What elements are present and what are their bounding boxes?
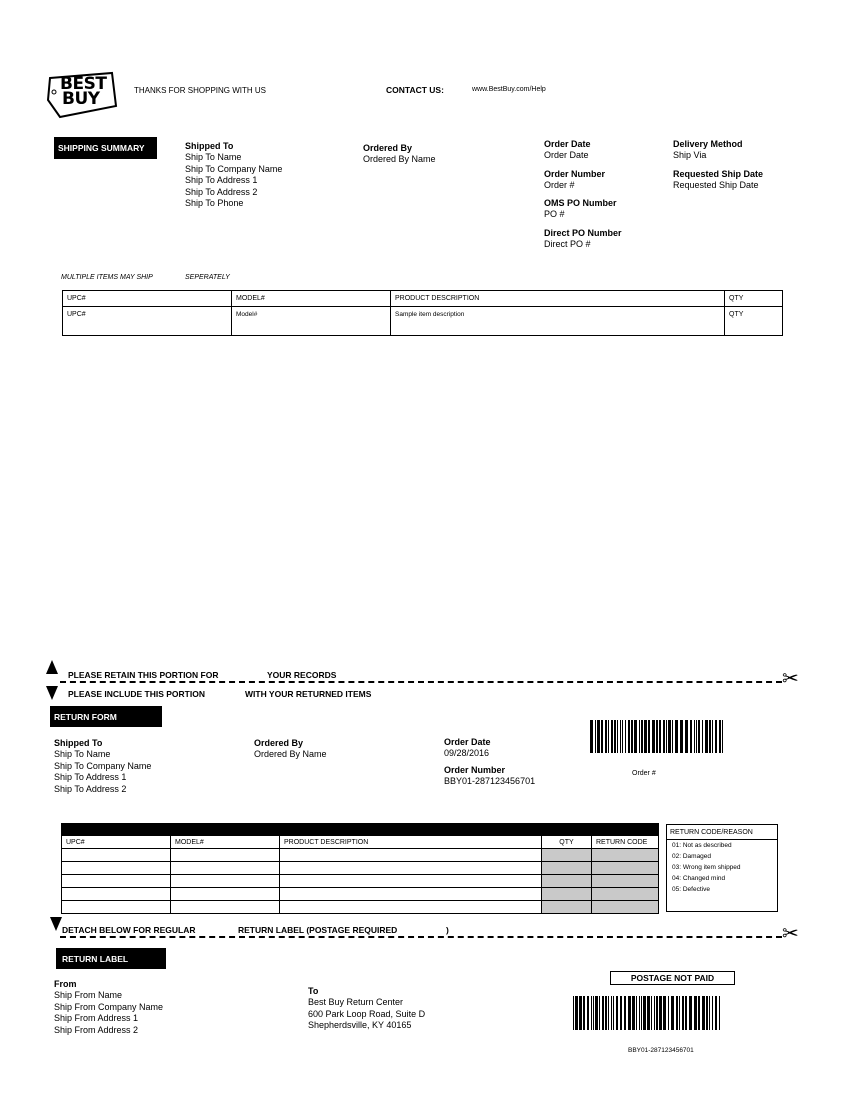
return-code-01: 01: Not as described (672, 842, 732, 849)
ship-to-company: Ship To Company Name (185, 163, 283, 174)
return-ship-to-address-2: Ship To Address 2 (54, 783, 127, 794)
barcode-bar (663, 720, 665, 753)
barcode-bar (601, 720, 603, 753)
return-ordered-by-heading: Ordered By (254, 738, 304, 748)
barcode-bar (647, 996, 650, 1030)
ship-from-address-2: Ship From Address 2 (54, 1024, 139, 1035)
barcode-bar (591, 996, 592, 1030)
barcode-bar (719, 720, 721, 753)
barcode-bar (656, 996, 658, 1030)
barcode-bar (628, 720, 630, 753)
return-code-02: 02: Damaged (672, 853, 712, 860)
barcode-bar (690, 720, 692, 753)
barcode-bar (639, 720, 640, 753)
multiple-items-note: MULTIPLE ITEMS MAY SHIP (61, 274, 153, 281)
barcode-bar (663, 996, 666, 1030)
barcode-bar (722, 720, 723, 753)
retain-text-a: PLEASE RETAIN THIS PORTION FOR (68, 670, 219, 680)
return-center-name: Best Buy Return Center (308, 997, 404, 1007)
barcode-bar (659, 720, 661, 753)
barcode-bar (685, 996, 687, 1030)
cut-line-2 (60, 936, 782, 938)
order-barcode (590, 720, 726, 753)
barcode-bar (631, 720, 633, 753)
barcode-bar (702, 720, 703, 753)
best-buy-logo (46, 70, 120, 120)
from-block (54, 978, 163, 1036)
order-number-value: Order # (544, 179, 575, 190)
barcode-bar (595, 720, 596, 753)
barcode-bar (593, 996, 594, 1030)
ship-to-address-2: Ship To Address 2 (185, 186, 258, 197)
table-row (62, 862, 659, 875)
barcode-bar (709, 720, 711, 753)
return-shipped-to-block (54, 737, 151, 795)
ordered-by-block (363, 142, 436, 166)
return-header-description: PRODUCT DESCRIPTION (280, 836, 542, 849)
barcode-bar (682, 996, 684, 1030)
barcode-bar (597, 720, 600, 753)
return-ship-to-address-1: Ship To Address 1 (54, 772, 127, 782)
return-order-number-heading: Order Number (444, 764, 506, 775)
arrow-down-icon (50, 917, 62, 931)
barcode-bar (709, 996, 710, 1030)
return-ordered-by-block (254, 737, 327, 761)
barcode-bar (605, 720, 607, 753)
retain-text-b: YOUR RECORDS (267, 670, 337, 680)
return-center-street: 600 Park Loop Road, Suite D (308, 1008, 426, 1019)
barcode-bar (705, 720, 708, 753)
items-table (62, 290, 783, 336)
items-header-qty: QTY (725, 291, 783, 307)
barcode-bar (599, 996, 600, 1030)
items-header-upc: UPC# (63, 291, 232, 307)
barcode-bar (668, 720, 671, 753)
barcode-bar (620, 720, 621, 753)
barcode-bar (666, 720, 667, 753)
return-order-date-value: 09/28/2016 (444, 748, 490, 758)
barcode-bar (583, 996, 585, 1030)
barcode-bar (719, 996, 720, 1030)
barcode-bar (643, 996, 646, 1030)
table-row (63, 307, 783, 336)
return-label-title: RETURN LABEL (56, 948, 166, 969)
return-code-05: 05: Defective (672, 886, 710, 893)
delivery-method-heading: Delivery Method (673, 139, 743, 149)
requested-ship-value: Requested Ship Date (673, 179, 759, 190)
requested-ship-heading: Requested Ship Date (673, 168, 764, 179)
return-table-topbar (61, 823, 659, 836)
include-text-b: WITH YOUR RETURNED ITEMS (245, 689, 372, 699)
barcode-bar (602, 996, 604, 1030)
item-model: Model# (232, 307, 391, 336)
barcode-bar (644, 720, 647, 753)
barcode-bar (715, 996, 717, 1030)
barcode-bar (624, 996, 626, 1030)
order-date-value: Order Date (544, 150, 589, 160)
oms-po-heading: OMS PO Number (544, 198, 617, 208)
barcode-bar (712, 720, 713, 753)
barcode-bar (648, 720, 650, 753)
return-code-03: 03: Wrong item shipped (672, 864, 741, 871)
barcode-bar (620, 996, 622, 1030)
return-order-number-value: BBY01-287123456701 (444, 775, 536, 786)
item-qty: QTY (725, 307, 783, 336)
barcode-bar (706, 996, 708, 1030)
label-barcode (573, 996, 723, 1030)
barcode-bar (696, 720, 697, 753)
ship-to-name: Ship To Name (185, 152, 242, 162)
barcode-bar (641, 720, 643, 753)
return-items-table (61, 836, 659, 914)
barcode-bar (651, 996, 652, 1030)
barcode-bar (652, 720, 655, 753)
order-number-heading: Order Number (544, 168, 606, 179)
return-header-code: RETURN CODE (592, 836, 659, 849)
scissors-icon: ✂ (782, 668, 799, 690)
return-order-block (444, 736, 535, 787)
thanks-message: THANKS FOR SHOPPING WITH US (134, 86, 267, 95)
barcode-bar (659, 996, 662, 1030)
scissors-icon: ✂ (782, 923, 799, 945)
ship-from-address-1: Ship From Address 1 (54, 1013, 139, 1023)
barcode-bar (715, 720, 717, 753)
barcode-bar (608, 996, 609, 1030)
item-upc: UPC# (63, 307, 232, 336)
item-description: Sample item description (391, 307, 725, 336)
barcode-bar (573, 996, 574, 1030)
to-block (308, 985, 425, 1032)
return-order-date-heading: Order Date (444, 737, 491, 747)
return-ship-to-company: Ship To Company Name (54, 760, 152, 771)
shipping-summary-title: SHIPPING SUMMARY (54, 137, 157, 159)
barcode-bar (698, 996, 700, 1030)
barcode-bar (672, 720, 673, 753)
return-ship-to-name: Ship To Name (54, 749, 111, 759)
barcode-bar (636, 996, 637, 1030)
ship-from-name: Ship From Name (54, 990, 123, 1000)
barcode-bar (590, 720, 593, 753)
ship-to-address-1: Ship To Address 1 (185, 175, 258, 185)
barcode-bar (611, 720, 613, 753)
table-row (62, 875, 659, 888)
table-row (62, 849, 659, 862)
order-info-block (544, 138, 622, 250)
barcode-bar (641, 996, 642, 1030)
barcode-bar (634, 720, 637, 753)
items-header-model: MODEL# (232, 291, 391, 307)
shipped-to-heading: Shipped To (185, 141, 234, 151)
barcode-bar (685, 720, 688, 753)
shipped-to-block (185, 140, 282, 210)
postage-not-paid-badge: POSTAGE NOT PAID (610, 971, 735, 985)
return-ordered-by-value: Ordered By Name (254, 749, 327, 759)
include-text-a: PLEASE INCLUDE THIS PORTION (68, 689, 205, 699)
items-header-description: PRODUCT DESCRIPTION (391, 291, 725, 307)
return-center-city: Shepherdsville, KY 40165 (308, 1020, 412, 1030)
barcode-bar (622, 720, 623, 753)
arrow-down-icon (46, 686, 58, 700)
return-header-qty: QTY (542, 836, 592, 849)
multiple-items-note-2: SEPERATELY (185, 274, 230, 281)
barcode-bar (587, 996, 589, 1030)
barcode-bar (616, 996, 618, 1030)
cut-line-1 (60, 681, 782, 683)
barcode-bar (579, 996, 582, 1030)
barcode-bar (625, 720, 626, 753)
direct-po-value: Direct PO # (544, 238, 591, 249)
barcode-bar (632, 996, 635, 1030)
return-header-upc: UPC# (62, 836, 171, 849)
barcode-bar (698, 720, 700, 753)
barcode-bar (656, 720, 658, 753)
logo-text-buy: BUY (62, 89, 100, 109)
ship-from-company: Ship From Company Name (54, 1001, 164, 1012)
ordered-by-value: Ordered By Name (363, 154, 436, 164)
barcode-bar (608, 720, 609, 753)
return-form-title: RETURN FORM (50, 706, 162, 727)
barcode-bar (679, 996, 680, 1030)
barcode-bar (613, 996, 614, 1030)
barcode-bar (671, 996, 674, 1030)
oms-po-value: PO # (544, 209, 565, 219)
return-codes-title: RETURN CODE/REASON (667, 825, 777, 840)
barcode-bar (628, 996, 631, 1030)
label-barcode-caption: BBY01-287123456701 (628, 1047, 694, 1054)
table-row (62, 888, 659, 901)
order-barcode-caption: Order # (632, 770, 656, 777)
barcode-bar (668, 996, 669, 1030)
barcode-bar (694, 996, 697, 1030)
arrow-up-icon (46, 660, 58, 674)
logo-text-best: BEST (60, 74, 107, 94)
order-date-heading: Order Date (544, 139, 591, 149)
delivery-block (673, 138, 763, 191)
detach-text-b: RETURN LABEL (POSTAGE REQUIRED (238, 925, 398, 935)
barcode-bar (680, 720, 683, 753)
ordered-by-heading: Ordered By (363, 143, 413, 153)
return-code-04: 04: Changed mind (672, 875, 726, 882)
detach-text-c: ) (446, 925, 449, 935)
barcode-bar (575, 996, 578, 1030)
barcode-bar (654, 996, 655, 1030)
items-header-row (63, 291, 783, 307)
contact-label: CONTACT US: (386, 85, 444, 95)
barcode-bar (675, 720, 678, 753)
direct-po-heading: Direct PO Number (544, 227, 622, 238)
contact-url[interactable]: www.BestBuy.com/Help (472, 86, 546, 93)
barcode-bar (614, 720, 616, 753)
return-codes-box (666, 824, 778, 912)
delivery-method-value: Ship Via (673, 150, 707, 160)
barcode-bar (611, 996, 612, 1030)
barcode-bar (712, 996, 713, 1030)
to-heading: To (308, 986, 319, 996)
barcode-bar (617, 720, 618, 753)
detach-text-a: DETACH BELOW FOR REGULAR (62, 925, 196, 935)
ship-to-phone: Ship To Phone (185, 198, 244, 208)
return-header-row (62, 836, 659, 849)
barcode-bar (676, 996, 678, 1030)
barcode-bar (595, 996, 598, 1030)
barcode-bar (605, 996, 607, 1030)
barcode-bar (694, 720, 695, 753)
table-row (62, 901, 659, 914)
return-shipped-to-heading: Shipped To (54, 738, 103, 748)
from-heading: From (54, 979, 77, 989)
return-header-model: MODEL# (171, 836, 280, 849)
barcode-bar (639, 996, 640, 1030)
barcode-bar (702, 996, 705, 1030)
barcode-bar (689, 996, 692, 1030)
